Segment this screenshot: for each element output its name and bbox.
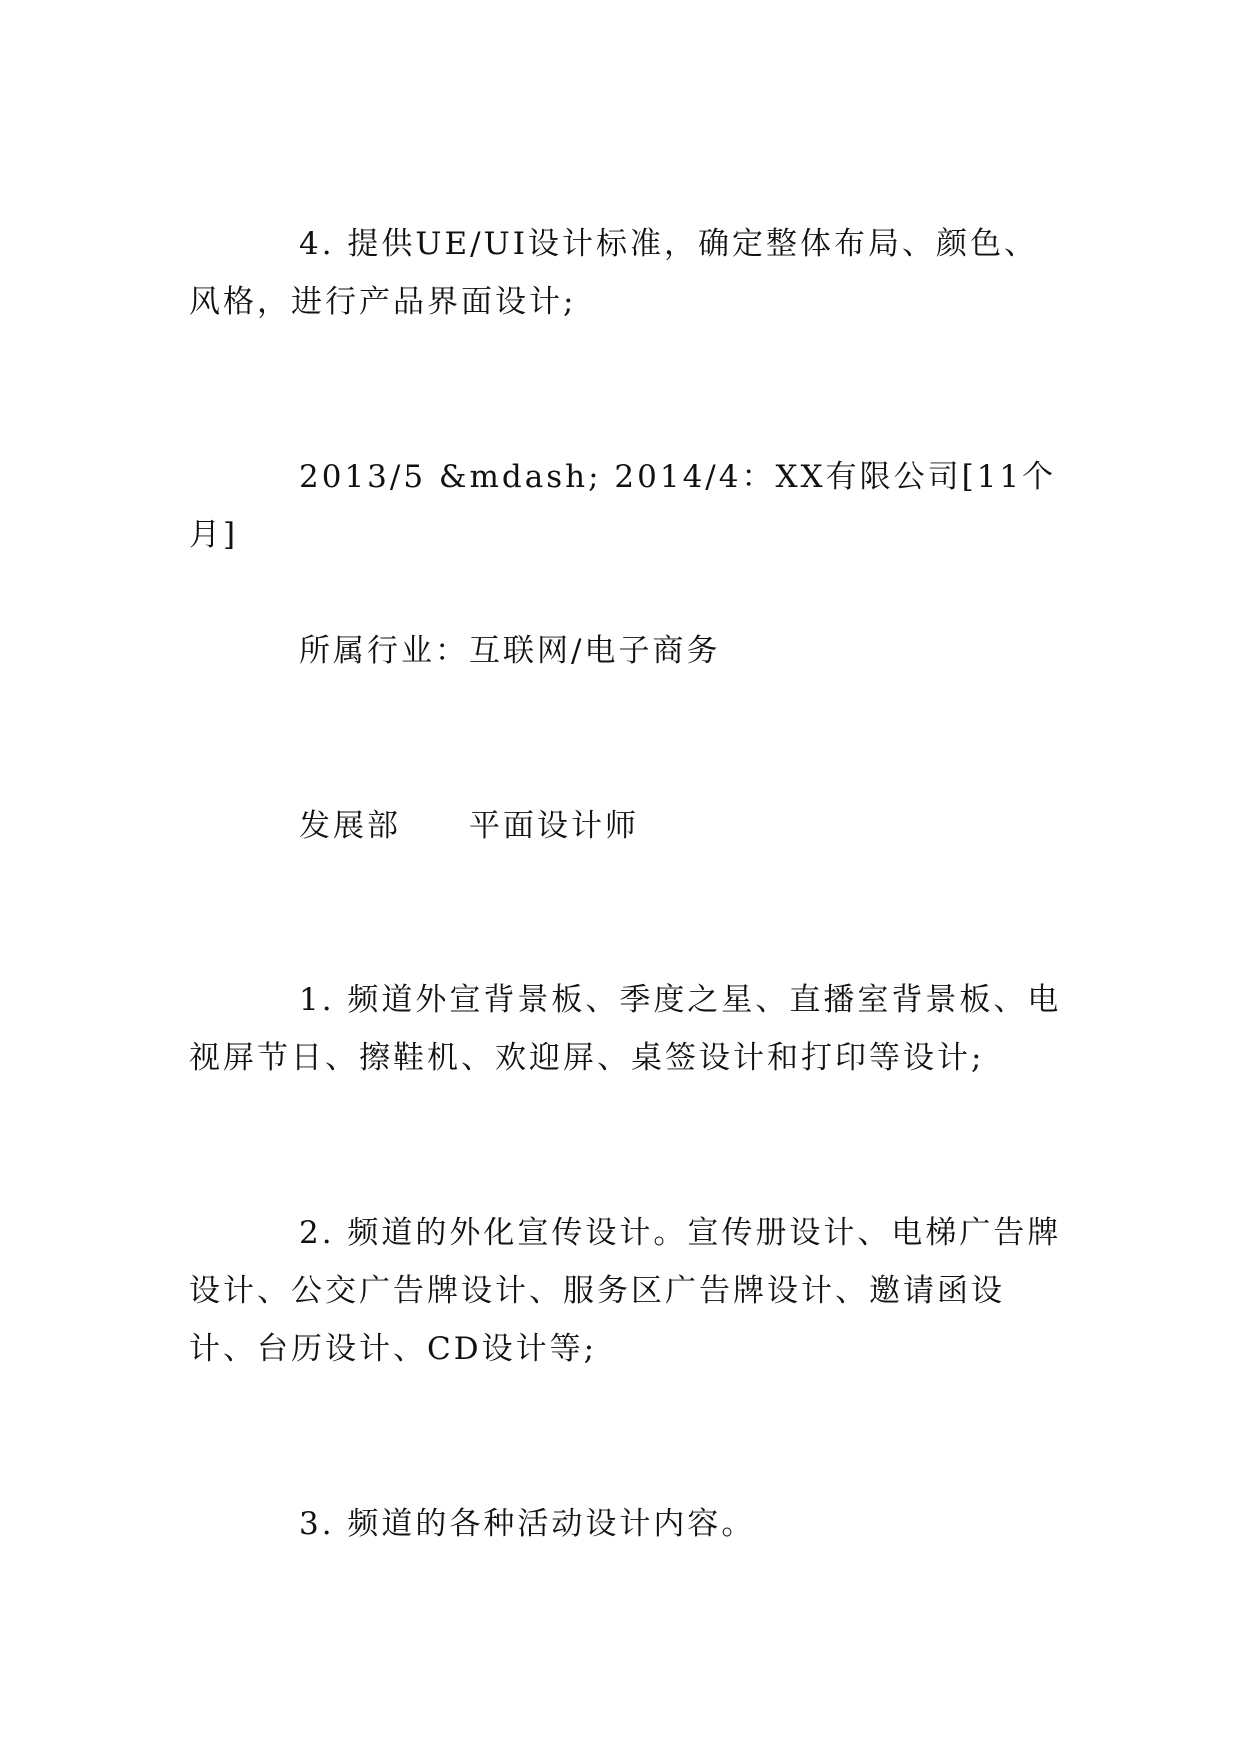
responsibility-item-3: 3. 频道的各种活动设计内容。 (299, 1506, 756, 1542)
position-line (189, 797, 1069, 855)
employment-period: 2013/5 &mdash; 2014/4：XX有限公司[11个月] (189, 459, 1057, 553)
responsibility-item-2: 2. 频道的外化宣传设计。宣传册设计、电梯广告牌设计、公交广告牌设计、服务区广告牌设计、邀请函设计、台历设计、CD设计等; (189, 1215, 1062, 1367)
industry-line: 所属行业：互联网/电子商务 (299, 633, 721, 669)
responsibility-item-1: 1. 频道外宣背景板、季度之星、直播室背景板、电视屏节日、擦鞋机、欢迎屏、桌签设计和打印等设计; (189, 982, 1062, 1076)
responsibility-item-4: 4. 提供UE/UI设计标准，确定整体布局、颜色、风格，进行产品界面设计; (189, 226, 1039, 320)
department-name: 发展部 (299, 808, 401, 844)
job-title: 平面设计师 (469, 808, 639, 844)
